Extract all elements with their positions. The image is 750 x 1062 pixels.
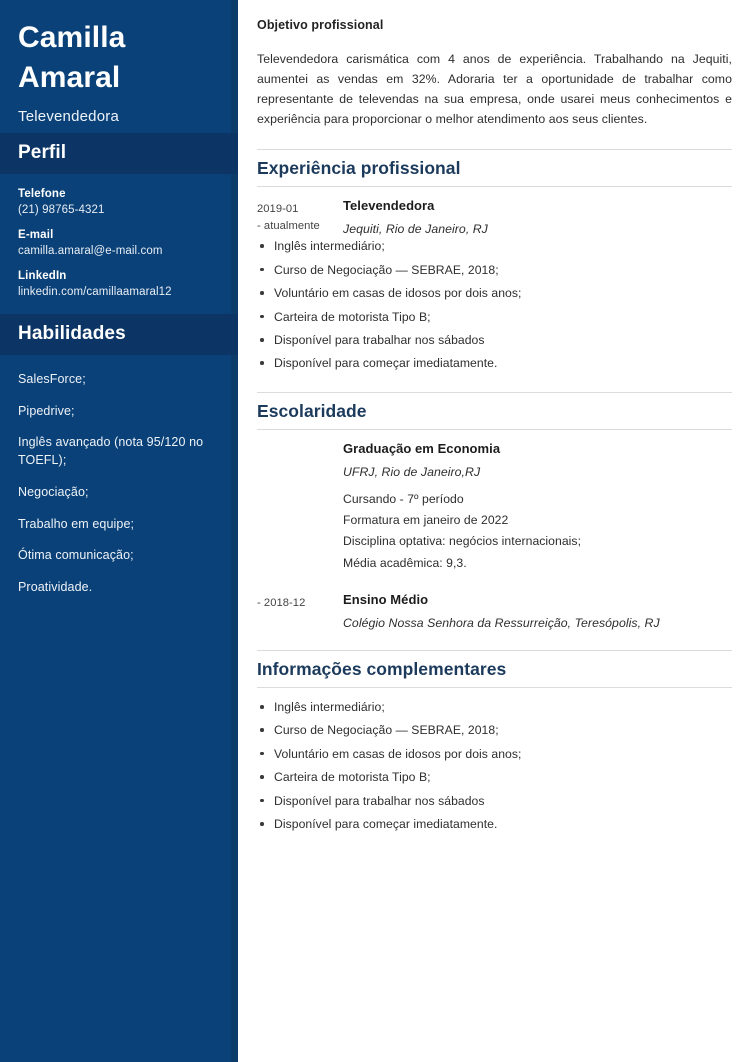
contact-item-email	[18, 229, 220, 257]
experience-date-end: - atualmente	[257, 220, 320, 233]
education-degree: Ensino Médio	[343, 592, 429, 607]
education-detail: Cursando - 7º período	[343, 491, 464, 506]
section-title: Escolaridade	[257, 400, 367, 421]
sidebar-section-header-perfil: Perfil	[0, 133, 238, 174]
contact-value-phone: (21) 98765-4321	[18, 203, 105, 216]
list-item: Inglês intermediário;	[257, 238, 732, 254]
candidate-job-title: Televendedora	[18, 107, 120, 125]
list-item: Disponível para começar imediatamente.	[257, 355, 732, 371]
education-entry	[257, 592, 732, 630]
candidate-last-name: Amaral	[18, 60, 121, 94]
section-title: Informações complementares	[257, 659, 507, 679]
list-item: Voluntário em casas de idosos por dois anos;	[257, 285, 732, 301]
skill-item: Pipedrive;	[18, 403, 75, 418]
skill-item: Negociação;	[18, 484, 89, 499]
list-item: Inglês intermediário;	[257, 699, 732, 715]
education-detail: Disciplina optativa: negócios internacionais;	[343, 534, 582, 549]
section-header-experiencia	[257, 149, 732, 187]
education-detail: Média acadêmica: 9,3.	[343, 555, 467, 570]
contact-label: Telefone	[18, 187, 66, 200]
contact-value-linkedin[interactable]: linkedin.com/camillaamaral12	[18, 285, 172, 298]
skills-list	[0, 355, 238, 613]
main-content	[238, 0, 750, 1062]
education-entry-body	[343, 441, 732, 573]
experience-role: Televendedora	[343, 198, 435, 214]
objective-title: Objetivo profissional	[257, 18, 384, 32]
list-item: Carteira de motorista Tipo B;	[257, 769, 732, 785]
list-item: Carteira de motorista Tipo B;	[257, 309, 732, 325]
skill-item: Inglês avançado (nota 95/120 no TOEFL);	[18, 435, 204, 468]
section-escolaridade	[257, 392, 732, 630]
education-institution: UFRJ, Rio de Janeiro,RJ	[343, 464, 481, 479]
candidate-name-block	[0, 0, 238, 133]
section-title: Experiência profissional	[257, 158, 461, 179]
education-entry-dates	[257, 592, 343, 612]
experience-bullet-list	[257, 238, 732, 372]
objective-text: Televendedora carismática com 4 anos de experiência. Trabalhando na Jequiti, aumentei as vendas em 32%. Adoraria ter a oportunidade de trabalhar como representante de televendas na sua empresa, onde usarei meus conhecimentos e experiência para proporcionar o melhor atendimento aos seus clientes.	[257, 52, 732, 127]
experience-date-start: 2019-01	[257, 203, 299, 216]
experience-entry-dates	[257, 198, 343, 235]
education-institution: Colégio Nossa Senhora da Ressurreição, Teresópolis, RJ	[343, 616, 660, 630]
education-entry-body	[343, 592, 732, 630]
contact-item-linkedin	[18, 270, 220, 298]
skill-item: Trabalho em equipe;	[18, 516, 135, 531]
contact-list	[0, 174, 238, 314]
list-item: Disponível para começar imediatamente.	[257, 816, 732, 832]
contact-value-email[interactable]: camilla.amaral@e-mail.com	[18, 244, 163, 257]
education-detail: Formatura em janeiro de 2022	[343, 513, 509, 528]
education-degree: Graduação em Economia	[343, 440, 501, 456]
contact-item-telefone	[18, 188, 220, 216]
list-item: Disponível para trabalhar nos sábados	[257, 332, 732, 348]
skill-item: Ótima comunicação;	[18, 548, 134, 563]
list-item: Curso de Negociação — SEBRAE, 2018;	[257, 722, 732, 738]
section-header-escolaridade	[257, 392, 732, 430]
additional-info-bullet-list	[257, 699, 732, 833]
candidate-first-name: Camilla	[18, 21, 126, 54]
sidebar-section-header-habilidades: Habilidades	[0, 314, 238, 355]
section-objetivo-profissional	[257, 18, 732, 129]
education-entry	[257, 441, 732, 573]
section-header-informacoes	[257, 650, 732, 688]
education-date-start: - 2018-12	[257, 597, 306, 609]
contact-label: E-mail	[18, 228, 54, 241]
list-item: Curso de Negociação — SEBRAE, 2018;	[257, 262, 732, 278]
education-details	[343, 490, 732, 573]
experience-entry	[257, 198, 732, 236]
skill-item: Proatividade.	[18, 580, 93, 595]
experience-entry-body	[343, 198, 732, 236]
experience-organization: Jequiti, Rio de Janeiro, RJ	[343, 222, 488, 237]
list-item: Disponível para trabalhar nos sábados	[257, 793, 732, 809]
education-entry-dates	[257, 441, 343, 444]
sidebar	[0, 0, 238, 1062]
section-informacoes-complementares	[257, 650, 732, 833]
contact-label: LinkedIn	[18, 269, 67, 282]
list-item: Voluntário em casas de idosos por dois anos;	[257, 746, 732, 762]
skill-item: SalesForce;	[18, 371, 86, 386]
section-experiencia-profissional	[257, 149, 732, 372]
